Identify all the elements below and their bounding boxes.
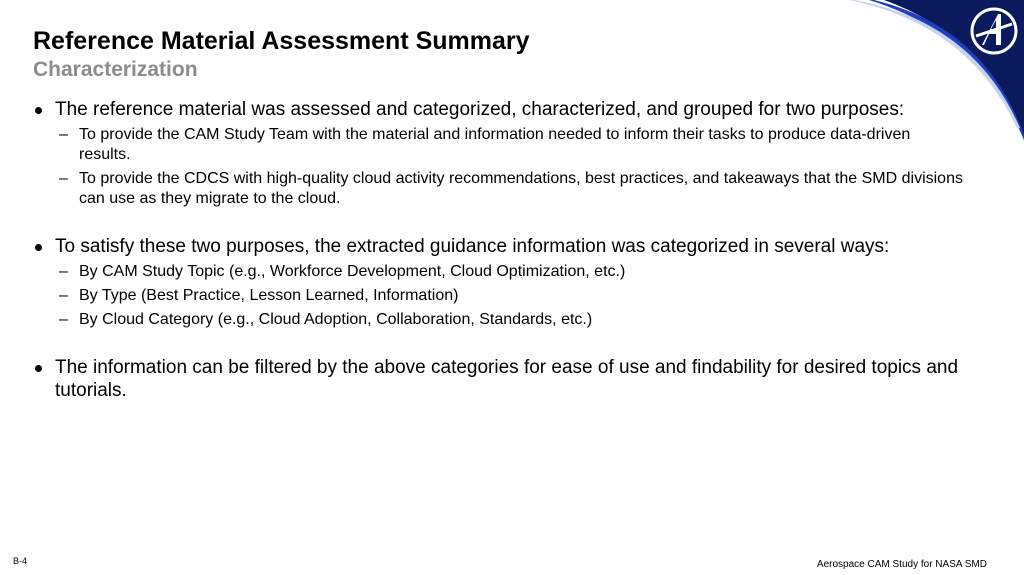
sub-item <box>59 262 965 282</box>
bullet-item <box>35 235 965 258</box>
sub-item <box>59 125 965 165</box>
bullet-dot-icon <box>35 365 42 372</box>
dash-icon: – <box>59 287 68 304</box>
dash-icon: – <box>59 311 68 328</box>
dash-icon: – <box>59 263 68 280</box>
bullet-group <box>35 235 965 330</box>
sub-text: To provide the CAM Study Team with the material and information needed to inform their tasks to produce data-driven results. <box>79 126 911 163</box>
sub-list <box>35 125 965 209</box>
page-title: Reference Material Assessment Summary <box>33 27 530 55</box>
bullet-group <box>35 356 965 402</box>
sub-text: By CAM Study Topic (e.g., Workforce Development, Cloud Optimization, etc.) <box>79 263 626 280</box>
footer-text: Aerospace CAM Study for NASA SMD <box>816 559 987 570</box>
sub-item <box>59 310 965 330</box>
page-subtitle: Characterization <box>33 58 198 81</box>
dash-icon: – <box>59 126 68 143</box>
bullet-text: To satisfy these two purposes, the extracted guidance information was categorized in several ways: <box>55 236 890 257</box>
sub-item <box>59 169 965 209</box>
sub-list <box>35 262 965 330</box>
bullet-dot-icon <box>35 107 42 114</box>
slide-content <box>35 98 965 420</box>
sub-text: To provide the CDCS with high-quality cloud activity recommendations, best practices, and takeaways that the SMD divisions can use as they migrate to the cloud. <box>79 170 963 207</box>
bullet-text: The information can be filtered by the above categories for ease of use and findability for desired topics and tutorials. <box>55 357 959 401</box>
sub-item <box>59 286 965 306</box>
page-number: B-4 <box>13 556 28 566</box>
sub-text: By Cloud Category (e.g., Cloud Adoption, Collaboration, Standards, etc.) <box>79 311 593 328</box>
bullet-item <box>35 98 965 121</box>
dash-icon: – <box>59 170 68 187</box>
bullet-dot-icon <box>35 244 42 251</box>
sub-text: By Type (Best Practice, Lesson Learned, Information) <box>79 287 459 304</box>
bullet-group <box>35 98 965 209</box>
bullet-item <box>35 356 965 402</box>
bullet-text: The reference material was assessed and categorized, characterized, and grouped for two purposes: <box>55 99 905 120</box>
